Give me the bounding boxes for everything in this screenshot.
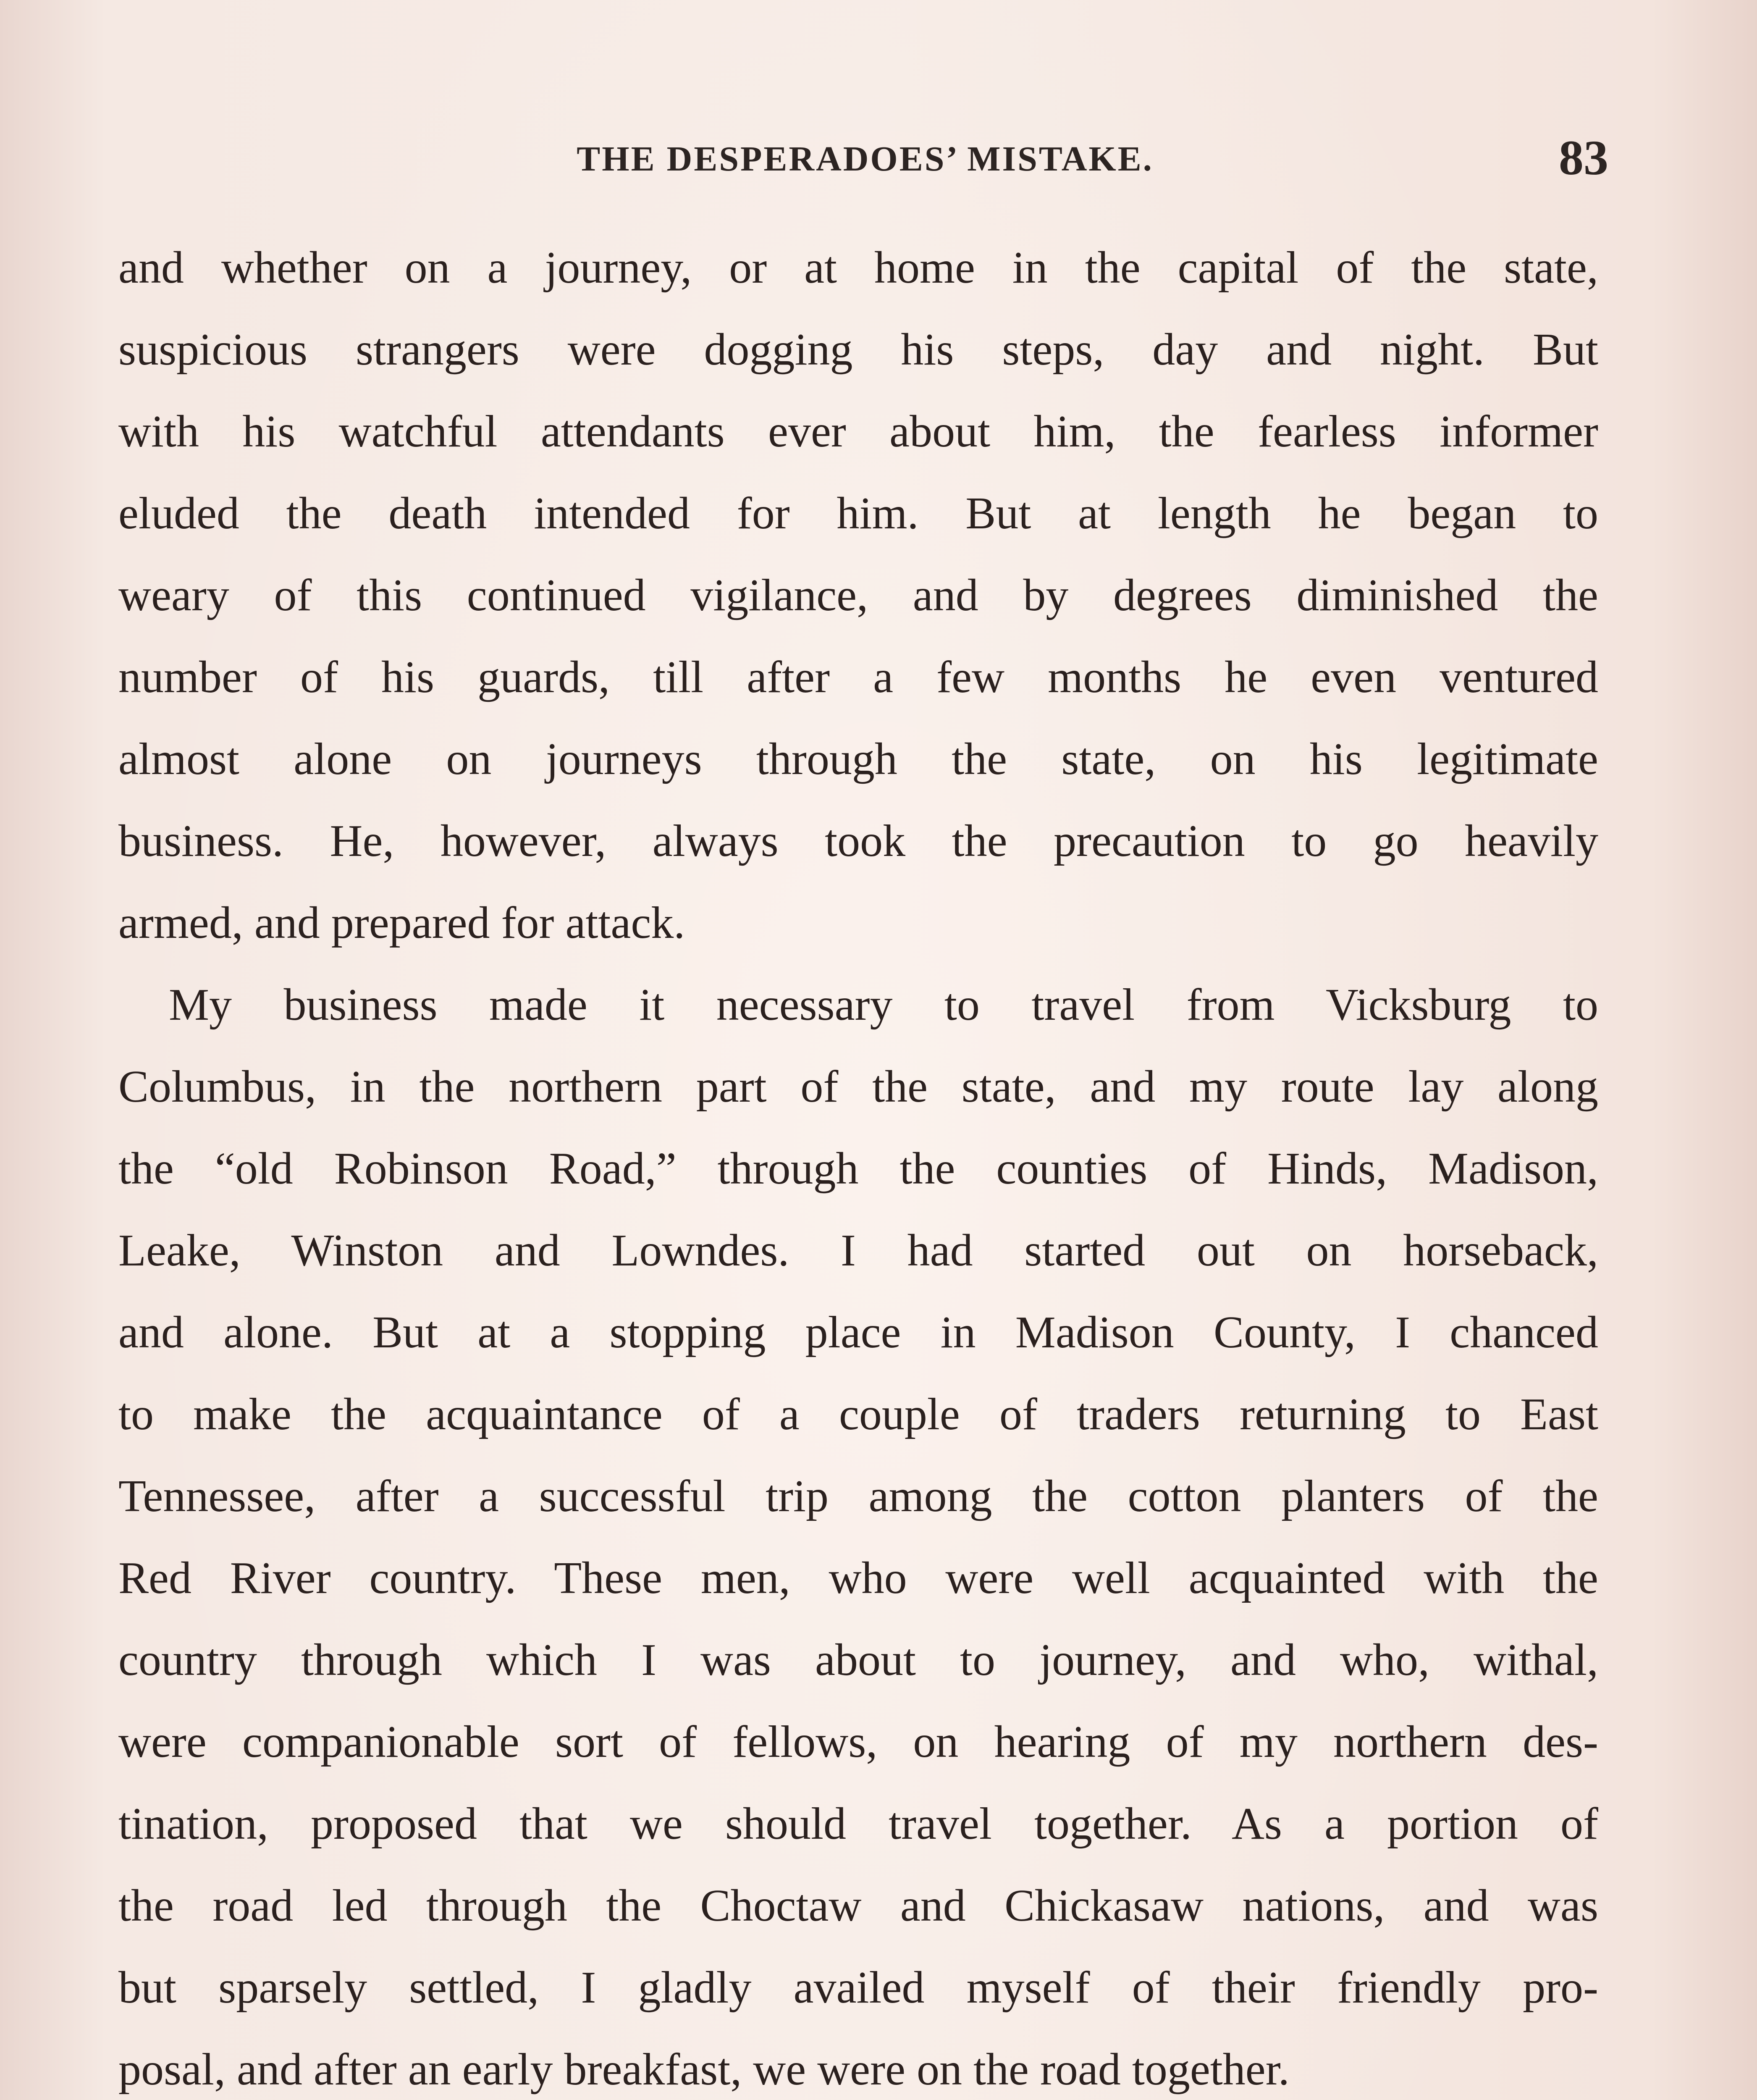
text-line: country through which I was about to journey, and who, withal, [118, 1635, 1598, 1685]
text-line: but sparsely settled, I gladly availed myself of their friendly pro- [118, 1963, 1598, 2013]
paragraph-2 [118, 964, 1598, 2100]
running-title: THE DESPERADOES’ MISTAKE. [577, 139, 1154, 178]
text-line: armed, and prepared for attack. [118, 898, 685, 948]
text-line: suspicious strangers were dogging his steps, day and night. But [118, 325, 1598, 375]
text-line: the “old Robinson Road,” through the counties of Hinds, Madison, [118, 1144, 1598, 1194]
text-line: tination, proposed that we should travel together. As a portion of [118, 1799, 1598, 1849]
text-line: number of his guards, till after a few months he even ventured [118, 652, 1598, 702]
text-line: almost alone on journeys through the state, on his legitimate [118, 734, 1598, 784]
body-text [118, 227, 1598, 2100]
page-number: 83 [1559, 130, 1608, 185]
text-line: My business made it necessary to travel from Vicksburg to [169, 980, 1598, 1030]
text-line: posal, and after an early breakfast, we were on the road together. [118, 2045, 1290, 2095]
text-line: to make the acquaintance of a couple of traders returning to East [118, 1389, 1598, 1439]
text-line: the road led through the Choctaw and Chickasaw nations, and was [118, 1881, 1598, 1931]
page-header [122, 126, 1608, 193]
text-line: with his watchful attendants ever about him, the fearless informer [118, 407, 1598, 457]
text-line: Red River country. These men, who were well acquainted with the [118, 1553, 1598, 1603]
text-line: were companionable sort of fellows, on hearing of my northern des- [118, 1717, 1598, 1767]
text-line: and whether on a journey, or at home in the capital of the state, [118, 243, 1598, 293]
text-line: Leake, Winston and Lowndes. I had started out on horseback, [118, 1226, 1598, 1276]
text-line: weary of this continued vigilance, and by degrees diminished the [118, 570, 1598, 620]
paragraph-1 [118, 227, 1598, 964]
text-line: and alone. But at a stopping place in Madison County, I chanced [118, 1307, 1598, 1357]
text-line: Columbus, in the northern part of the state, and my route lay along [118, 1062, 1598, 1112]
text-line: business. He, however, always took the precaution to go heavily [118, 816, 1598, 866]
text-line: eluded the death intended for him. But at length he began to [118, 488, 1598, 538]
text-line: Tennessee, after a successful trip among the cotton planters of the [118, 1471, 1598, 1521]
